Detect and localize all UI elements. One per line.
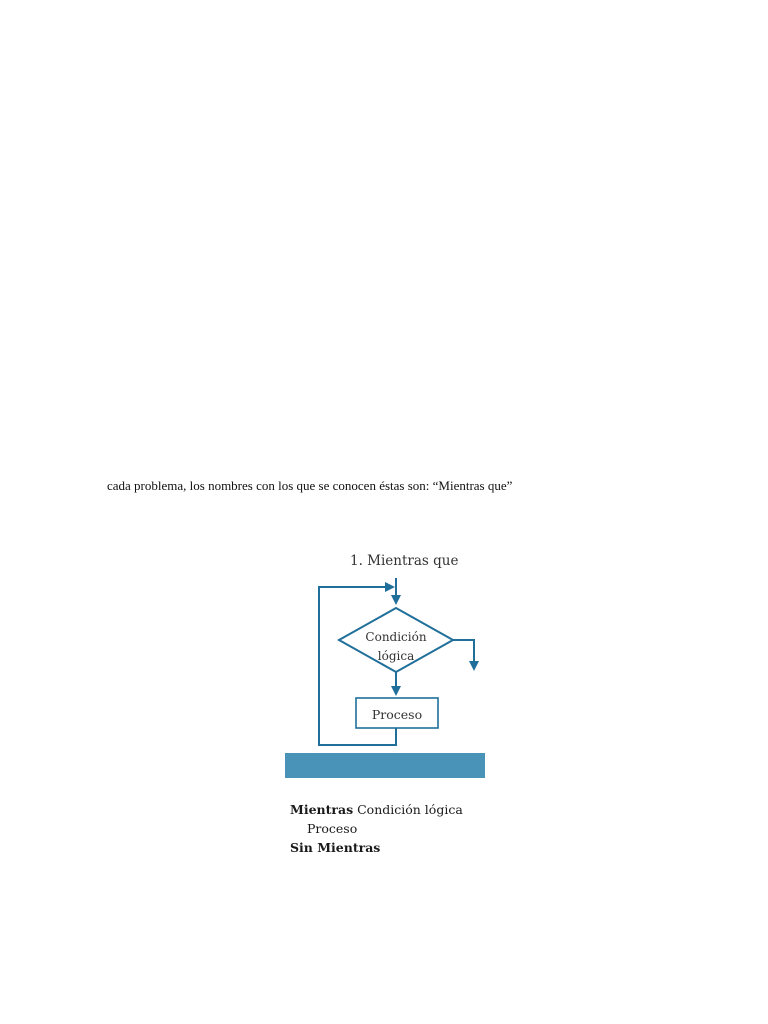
pseudocode-line-2 <box>307 821 357 836</box>
body-paragraph: cada problema, los nombres con los que se conocen éstas son: “Mientras que” <box>107 478 513 493</box>
decorative-band <box>285 753 485 778</box>
pseudocode-keyword-start: Mientras <box>290 802 354 817</box>
pseudocode-line-3 <box>290 840 380 855</box>
pseudocode-body: Proceso <box>307 821 358 836</box>
pseudocode-line-1 <box>290 802 463 817</box>
process-label: Proceso <box>371 707 423 722</box>
pseudocode-keyword-end: Sin Mientras <box>290 840 381 855</box>
exit-arrow <box>453 640 474 666</box>
flowchart-title: 1. Mientras que <box>350 553 459 569</box>
condition-label-line1: Condición <box>365 630 427 644</box>
condition-label-line2: lógica <box>377 649 415 663</box>
pseudocode-condition: Condición lógica <box>357 802 463 817</box>
